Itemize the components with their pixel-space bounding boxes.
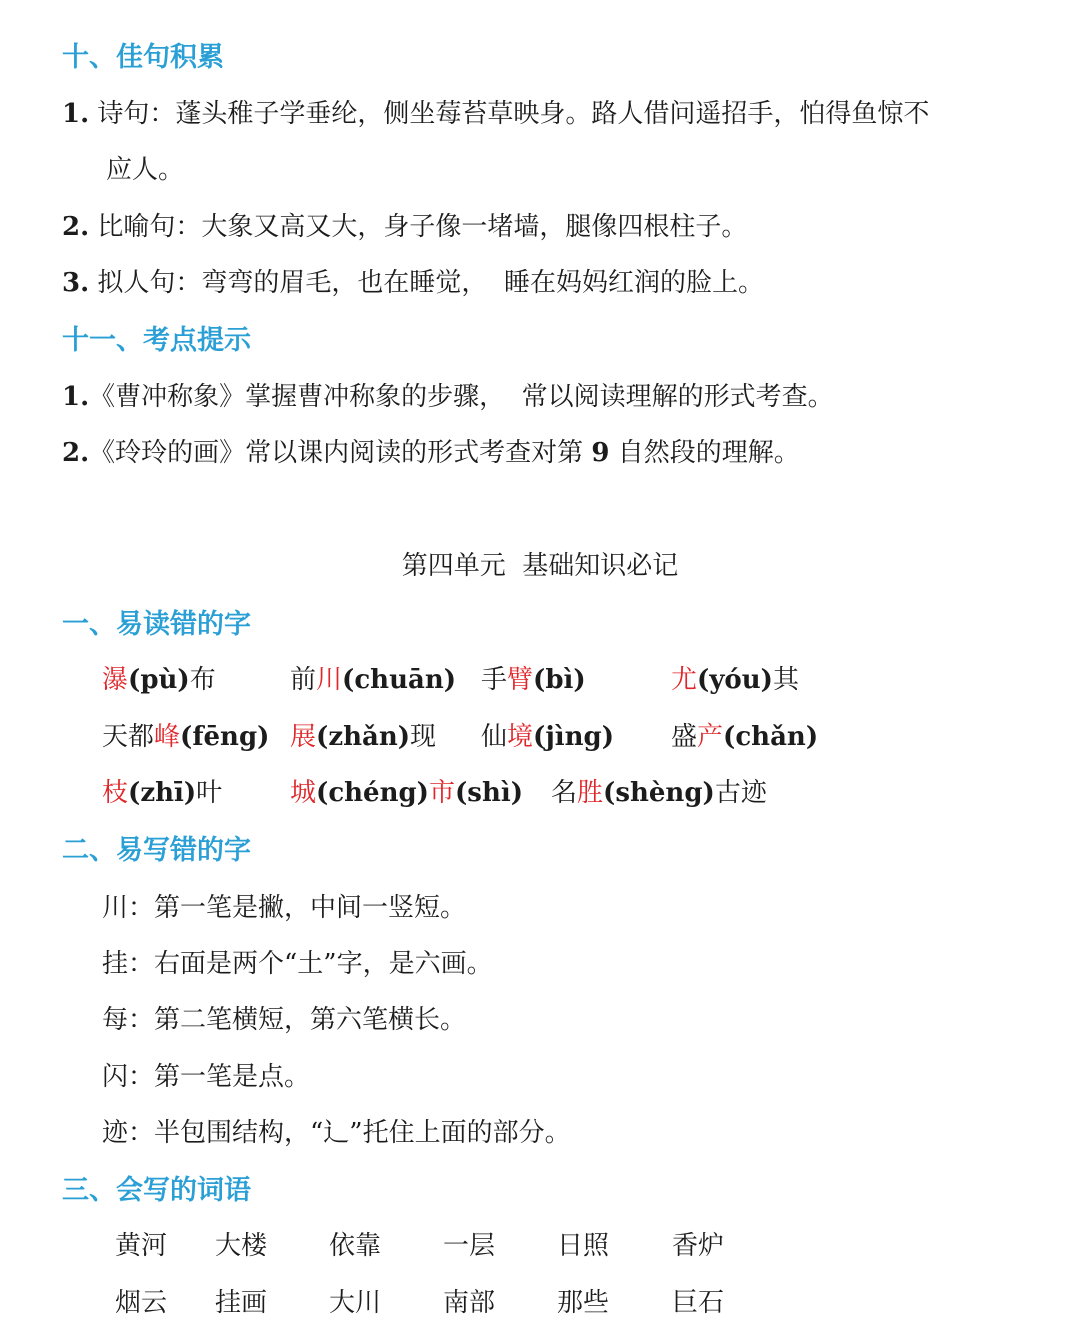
word-char: 手 — [481, 665, 508, 695]
pinyin: (chuān) — [342, 665, 457, 695]
word-char: 布 — [189, 665, 216, 695]
sentence-item-2 — [62, 214, 747, 240]
miswritten-item: 挂：右面是两个“土”字，是六画。 — [102, 949, 493, 979]
item-text-post: 自然段的理解。 — [609, 438, 800, 468]
section-heading-words: 三、会写的词语 — [62, 1175, 251, 1206]
highlighted-char: 展 — [290, 722, 317, 752]
word-char: 前 — [290, 665, 317, 695]
word: 香炉 — [672, 1231, 725, 1261]
highlighted-char: 胜 — [577, 778, 604, 808]
highlighted-char: 臂 — [507, 665, 534, 695]
highlighted-char: 枝 — [102, 778, 129, 808]
word-char: 古迹 — [714, 778, 767, 808]
word: 烟云 — [115, 1288, 168, 1318]
section-heading-exam-tips: 十一、考点提示 — [62, 325, 251, 356]
pinyin: (shèng) — [603, 778, 715, 808]
highlighted-char: 峰 — [154, 722, 181, 752]
miswritten-item: 每：第二笔横短，第六笔横长。 — [102, 1005, 467, 1035]
unit-title: 第四单元 基础知识必记 — [401, 551, 679, 581]
miswritten-item: 川：第一笔是撇，中间一竖短。 — [102, 893, 467, 923]
item-text: 《曹冲称象》掌握曹冲称象的步骤， 常以阅读理解的形式考查。 — [89, 382, 834, 412]
section-heading-misread: 一、易读错的字 — [62, 609, 251, 640]
highlighted-char: 瀑 — [102, 665, 129, 695]
highlighted-char: 境 — [507, 722, 534, 752]
word: 巨石 — [672, 1288, 725, 1318]
word: 大楼 — [215, 1231, 268, 1261]
word-char: 盛 — [671, 722, 698, 752]
word: 大川 — [329, 1288, 382, 1318]
word-char: 天都 — [102, 722, 155, 752]
word: 一层 — [443, 1231, 496, 1261]
misread-word — [102, 724, 269, 750]
pinyin: (pù) — [128, 665, 190, 695]
misread-word — [481, 724, 614, 750]
item-number: 1. — [62, 99, 90, 129]
item-number: 1. — [62, 382, 90, 412]
misread-word — [290, 724, 436, 750]
miswritten-item: 闪：第一笔是点。 — [102, 1062, 311, 1092]
pinyin: (bì) — [533, 665, 586, 695]
word: 挂画 — [215, 1288, 268, 1318]
pinyin: (zhī) — [128, 778, 197, 808]
sentence-item-1-continued: 应人。 — [106, 155, 185, 185]
item-number: 2. — [62, 212, 90, 242]
item-number: 2. — [62, 438, 90, 468]
item-text: 拟人句：弯弯的眉毛，也在睡觉， 睡在妈妈红润的脸上。 — [97, 268, 764, 298]
sentence-item-1 — [62, 101, 929, 127]
pinyin: (yóu) — [697, 665, 773, 695]
pinyin: (shì) — [455, 778, 524, 808]
word: 那些 — [557, 1288, 610, 1318]
item-text: 比喻句：大象又高又大，身子像一堵墙，腿像四根柱子。 — [97, 212, 748, 242]
word-char: 其 — [772, 665, 799, 695]
word: 日照 — [557, 1231, 610, 1261]
highlighted-char: 城 — [290, 778, 317, 808]
pinyin: (chéng) — [316, 778, 429, 808]
word: 南部 — [443, 1288, 496, 1318]
word-char: 叶 — [196, 778, 223, 808]
misread-word — [290, 780, 523, 806]
word: 黄河 — [115, 1231, 168, 1261]
exam-tip-1 — [62, 384, 834, 410]
word: 依靠 — [329, 1231, 382, 1261]
misread-word — [551, 780, 767, 806]
misread-word — [481, 667, 586, 693]
word-char: 现 — [410, 722, 437, 752]
misread-word — [671, 667, 799, 693]
misread-word — [102, 667, 216, 693]
item-number: 3. — [62, 268, 90, 298]
section-heading-sentences: 十、佳句积累 — [62, 42, 224, 73]
section-heading-miswritten: 二、易写错的字 — [62, 835, 251, 866]
sentence-item-3 — [62, 270, 764, 296]
item-text-pre: 《玲玲的画》常以课内阅读的形式考查对第 — [89, 438, 592, 468]
word-char: 仙 — [481, 722, 508, 752]
pinyin: (fēng) — [180, 722, 270, 752]
misread-word — [671, 724, 818, 750]
highlighted-char: 川 — [316, 665, 343, 695]
highlighted-char: 尤 — [671, 665, 698, 695]
misread-word — [290, 667, 456, 693]
misread-word — [102, 780, 222, 806]
exam-tip-2 — [62, 440, 800, 466]
item-text: 诗句：蓬头稚子学垂纶，侧坐莓苔草映身。路人借问遥招手，怕得鱼惊不 — [97, 99, 930, 129]
highlighted-char: 市 — [428, 778, 455, 808]
miswritten-item: 迹：半包围结构，“辶”托住上面的部分。 — [102, 1118, 571, 1148]
word-char: 名 — [551, 778, 578, 808]
pinyin: (zhǎn) — [316, 722, 411, 752]
pinyin: (jìng) — [533, 722, 615, 752]
paragraph-number: 9 — [591, 438, 610, 468]
pinyin: (chǎn) — [723, 722, 819, 752]
highlighted-char: 产 — [697, 722, 724, 752]
